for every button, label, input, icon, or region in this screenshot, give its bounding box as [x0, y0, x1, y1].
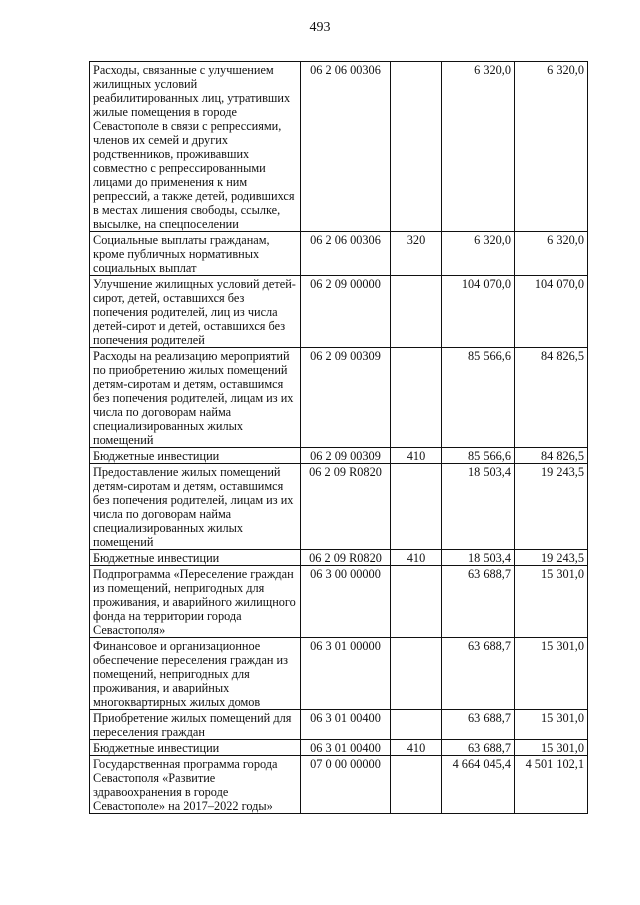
row-value-1: 85 566,6: [442, 348, 515, 448]
row-kind: 410: [391, 448, 442, 464]
row-value-2: 6 320,0: [515, 62, 588, 232]
row-code: 06 2 09 R0820: [301, 550, 391, 566]
row-value-2: 4 501 102,1: [515, 756, 588, 814]
row-name: Государственная программа города Севастополя «Развитие здравоохранения в городе Севастополе» на 2017–2022 годы»: [90, 756, 301, 814]
table-row: [90, 710, 588, 740]
table-row: [90, 550, 588, 566]
row-code: 06 3 01 00000: [301, 638, 391, 710]
row-code: 06 2 09 R0820: [301, 464, 391, 550]
row-value-2: 19 243,5: [515, 464, 588, 550]
row-value-2: 19 243,5: [515, 550, 588, 566]
table-row: [90, 464, 588, 550]
row-kind: 410: [391, 740, 442, 756]
budget-table: [89, 61, 588, 814]
row-name: Расходы, связанные с улучшением жилищных условий реабилитированных лиц, утративших жилые помещения в городе Севастополе в связи с репрессиями, членов их семей и других родственников, проживавших совместно с репрессированными лицами до применения к ним репрессий, а также детей, родившихся в местах лишения свободы, ссылке, высылке, на спецпоселении: [90, 62, 301, 232]
row-value-2: 15 301,0: [515, 740, 588, 756]
row-value-2: 84 826,5: [515, 348, 588, 448]
row-kind: [391, 464, 442, 550]
row-code: 06 3 01 00400: [301, 710, 391, 740]
row-name: Подпрограмма «Переселение граждан из помещений, непригодных для проживания, и аварийного жилищного фонда на территории города Севастополя»: [90, 566, 301, 638]
row-kind: [391, 276, 442, 348]
row-code: 06 2 09 00000: [301, 276, 391, 348]
table-row: [90, 62, 588, 232]
table-row: [90, 756, 588, 814]
table-row: [90, 740, 588, 756]
table-row: [90, 566, 588, 638]
row-kind: [391, 756, 442, 814]
row-code: 06 2 09 00309: [301, 348, 391, 448]
table-row: [90, 348, 588, 448]
row-code: 06 2 06 00306: [301, 232, 391, 276]
row-name: Финансовое и организационное обеспечение переселения граждан из помещений, непригодных для проживания, и аварийных многоквартирных жилых домов: [90, 638, 301, 710]
table-row: [90, 448, 588, 464]
row-code: 06 2 06 00306: [301, 62, 391, 232]
table-row: [90, 638, 588, 710]
row-value-1: 4 664 045,4: [442, 756, 515, 814]
row-value-2: 104 070,0: [515, 276, 588, 348]
row-name: Бюджетные инвестиции: [90, 550, 301, 566]
row-kind: [391, 348, 442, 448]
row-name: Расходы на реализацию мероприятий по приобретению жилых помещений детям-сиротам и детям, оставшимся без попечения родителей, лицам из их числа по договорам найма специализированных жилых помещений: [90, 348, 301, 448]
page-number: 493: [309, 20, 331, 35]
row-value-1: 63 688,7: [442, 638, 515, 710]
row-value-1: 104 070,0: [442, 276, 515, 348]
row-kind: 320: [391, 232, 442, 276]
row-code: 06 3 01 00400: [301, 740, 391, 756]
row-name: Бюджетные инвестиции: [90, 740, 301, 756]
row-code: 06 3 00 00000: [301, 566, 391, 638]
row-value-2: 15 301,0: [515, 638, 588, 710]
row-value-1: 6 320,0: [442, 62, 515, 232]
row-value-2: 84 826,5: [515, 448, 588, 464]
row-name: Социальные выплаты гражданам, кроме публичных нормативных социальных выплат: [90, 232, 301, 276]
row-code: 07 0 00 00000: [301, 756, 391, 814]
row-kind: [391, 638, 442, 710]
row-value-2: 15 301,0: [515, 710, 588, 740]
row-value-1: 6 320,0: [442, 232, 515, 276]
table-row: [90, 232, 588, 276]
row-kind: [391, 62, 442, 232]
row-kind: [391, 710, 442, 740]
row-name: Приобретение жилых помещений для переселения граждан: [90, 710, 301, 740]
row-name: Предоставление жилых помещений детям-сиротам и детям, оставшимся без попечения родителей, лицам из их числа по договорам найма специализированных жилых помещений: [90, 464, 301, 550]
row-name: Бюджетные инвестиции: [90, 448, 301, 464]
row-value-1: 63 688,7: [442, 740, 515, 756]
row-value-2: 6 320,0: [515, 232, 588, 276]
row-value-1: 18 503,4: [442, 464, 515, 550]
row-kind: 410: [391, 550, 442, 566]
row-value-1: 63 688,7: [442, 710, 515, 740]
row-value-1: 63 688,7: [442, 566, 515, 638]
table-row: [90, 276, 588, 348]
row-name: Улучшение жилищных условий детей-сирот, детей, оставшихся без попечения родителей, лиц из числа детей-сирот и детей, оставшихся без попечения родителей: [90, 276, 301, 348]
row-value-2: 15 301,0: [515, 566, 588, 638]
row-value-1: 85 566,6: [442, 448, 515, 464]
row-value-1: 18 503,4: [442, 550, 515, 566]
row-kind: [391, 566, 442, 638]
row-code: 06 2 09 00309: [301, 448, 391, 464]
